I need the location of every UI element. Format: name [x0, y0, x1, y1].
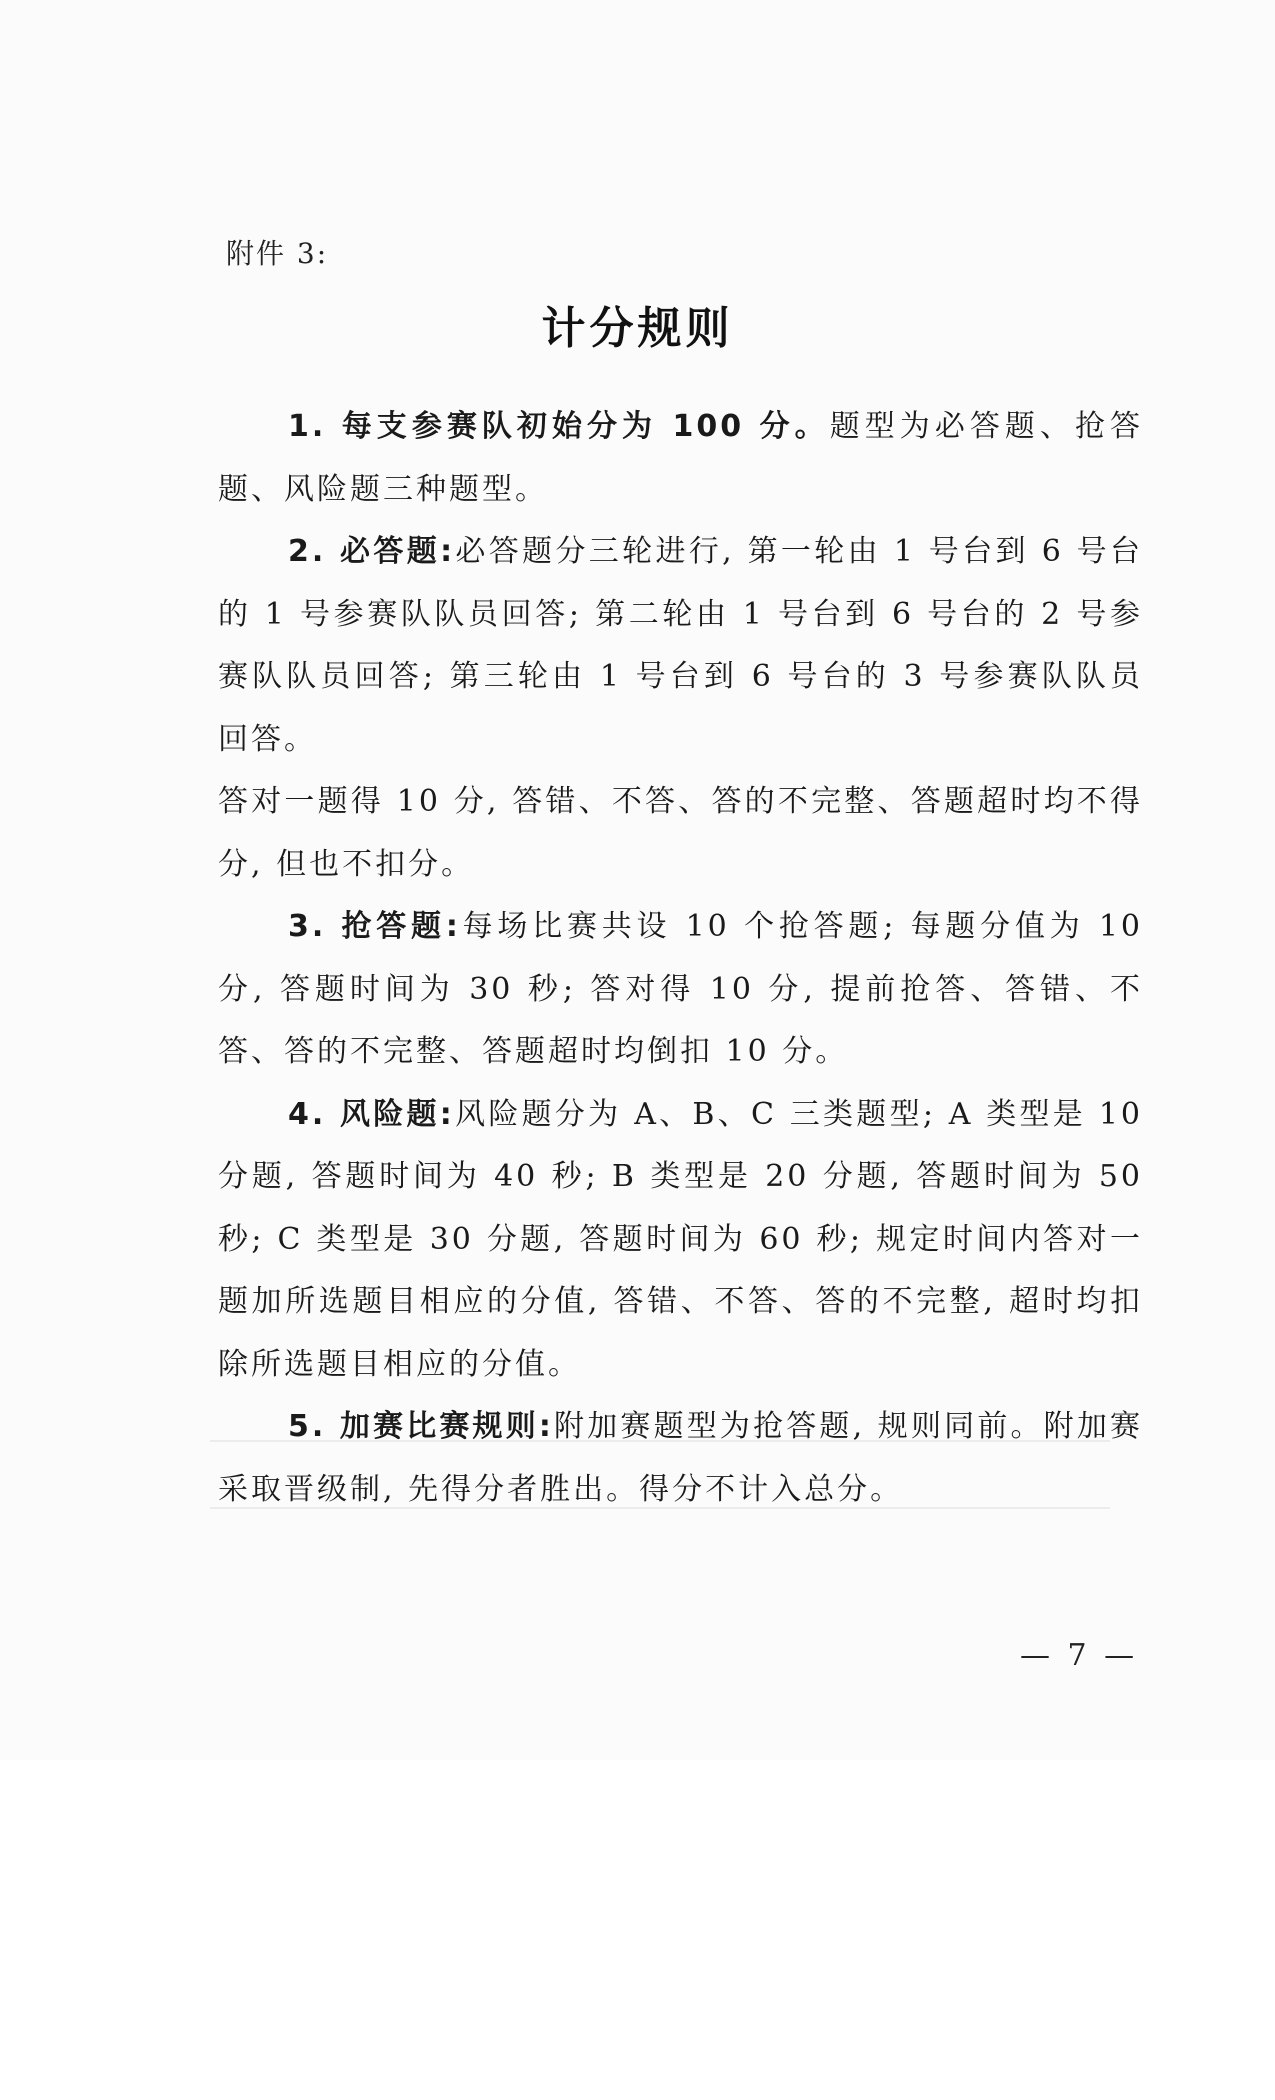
rule-text: 风险题分为 A、B、C 三类题型; A 类型是 10 分题, 答题时间为 40 秒; B 类型是 20 分题, 答题时间为 50 秒; C 类型是 30 分题, 答题时间为 60 秒; 规定时间内答对一题加所选题目相应的分值, 答错、不答、答的不完整, 超时均扣除所选题目相应的分值。 — [218, 1096, 1143, 1382]
rule-paragraph-2-continued — [218, 771, 1143, 896]
rules-body — [218, 396, 1143, 1521]
rule-paragraph-5 — [218, 1396, 1143, 1521]
rule-paragraph-3 — [218, 896, 1143, 1084]
rule-text: 每场比赛共设 10 个抢答题; 每题分值为 10 分, 答题时间为 30 秒; 答对得 10 分, 提前抢答、答错、不答、答的不完整、答题超时均倒扣 10 分。 — [218, 909, 1143, 1069]
rule-text: 答对一题得 10 分, 答错、不答、答的不完整、答题超时均不得分, 但也不扣分。 — [218, 784, 1143, 882]
rule-paragraph-4 — [218, 1084, 1143, 1397]
rule-lead: 2. 必答题: — [288, 534, 456, 569]
rule-paragraph-1 — [218, 396, 1143, 521]
page-number: — 7 — — [1020, 1638, 1139, 1673]
rule-lead: 3. 抢答题: — [288, 909, 461, 944]
rule-text: 附加赛题型为抢答题, 规则同前。附加赛采取晋级制, 先得分者胜出。得分不计入总分。 — [218, 1409, 1143, 1507]
attachment-label: 附件 3: — [226, 237, 329, 270]
rule-text: 题型为必答题、抢答题、风险题三种题型。 — [218, 409, 1143, 507]
rule-lead: 1. 每支参赛队初始分为 100 分。 — [288, 409, 830, 444]
rule-paragraph-2 — [218, 521, 1143, 771]
page-title: 计分规则 — [541, 303, 734, 354]
rule-lead: 4. 风险题: — [288, 1096, 455, 1132]
rule-lead: 5. 加赛比赛规则: — [288, 1409, 554, 1444]
rule-text: 必答题分三轮进行, 第一轮由 1 号台到 6 号台的 1 号参赛队队员回答; 第二轮由 1 号台到 6 号台的 2 号参赛队队员回答; 第三轮由 1 号台到 6 号台的 3 号参赛队队员回答。 — [218, 534, 1144, 757]
